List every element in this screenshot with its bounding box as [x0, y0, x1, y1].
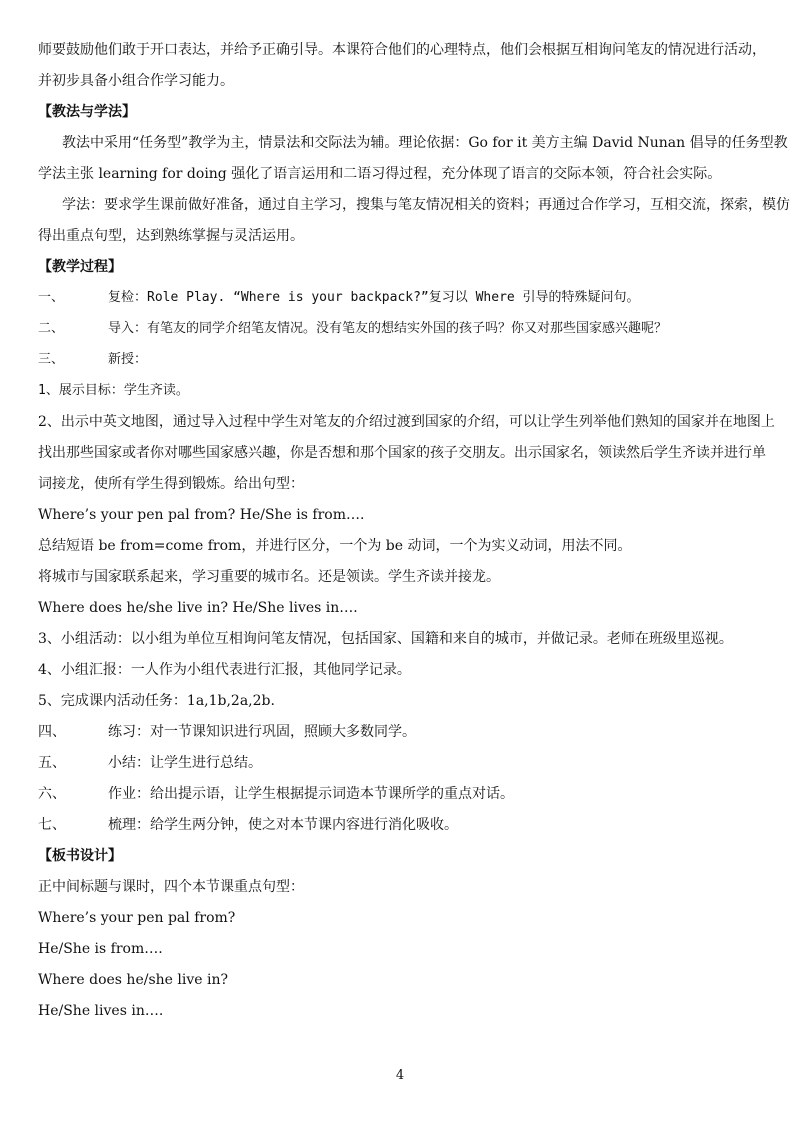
document-page: 师要鼓励他们敢于开口表达，并给予正确引导。本课符合他们的心理特点，他们会根据互相询问笔友的情况进行活动， 并初步具备小组合作学习能力。 【教法与学法】 教法中采用“任务型”教学为主，情景法和交际法为辅。理论依据：Go for it 美方主编 David Nunan 倡导的任务型教 学法主张 learning for doing 强化了语言运用和二语习得过程，充分体现了语言的交际本领，符合社会实际。 学法：要求学生课前做好准备，通过自主学习，搜集与笔友情况相关的资料；再通过合作学习，互相交流，探索，模仿 得出重点句型，达到熟练掌握与灵活运用。 【教学过程】 一、 复检：Role Play. “Where is your backpack?”复习以 Where 引导的特殊疑问句。 二、 导入：有笔友的同学介绍笔友情况。没有笔友的想结实外国的孩子吗？你又对那些国家感兴趣呢？ 三、 新授： 1、展示目标：学生齐读。 2、出示中英文地图，通过导入过程中学生对笔友的介绍过渡到国家的介绍，可以让学生列举他们熟知的国家并在地图上 找出那些国家或者你对哪些国家感兴趣，你是否想和那个国家的孩子交朋友。出示国家名，领读然后学生齐读并进行单 词接龙，使所有学生得到锻炼。给出句型： Where’s your pen pal from? He/She is from…. 总结短语 be from=come from，并进行区分，一个为 be 动词，一个为实义动词，用法不同。 将城市与国家联系起来，学习重要的城市名。还是领读。学生齐读并接龙。 Where does he/she live in? He/She lives in…. 3、小组活动：以小组为单位互相询问笔友情况，包括国家、国籍和来自的城市，并做记录。老师在班级里巡视。 4、小组汇报：一人作为小组代表进行汇报，其他同学记录。 5、完成课内活动任务：1a,1b,2a,2b. 四、 练习：对一节课知识进行巩固，照顾大多数同学。 五、 小结：让学生进行总结。 六、 作业：给出提示语，让学生根据提示词造本节课所学的重点对话。 七、 梳理：给学生两分钟，使之对本节课内容进行消化吸收。 【板书设计】 正中间标题与课时，四个本节课重点句型： Where’s your pen pal from? He/She is from…. Where does he/she live in? He/She lives in…. 4 [0, 0, 800, 1130]
page-number: 4 [395, 1068, 405, 1083]
